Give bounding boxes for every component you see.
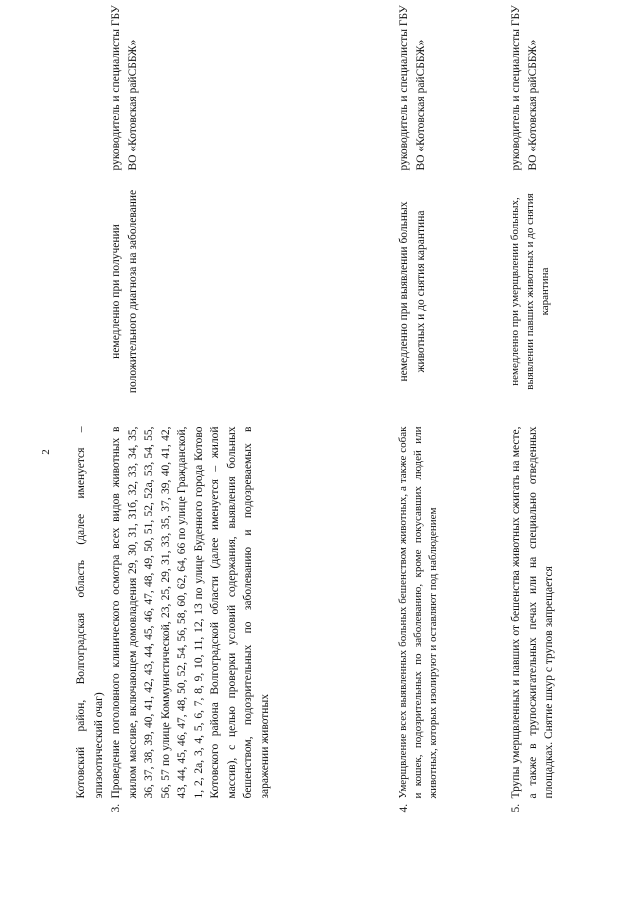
measure-responsible: руководитель и специалисты ГБУ ВО «Котовская райСББЖ» xyxy=(110,5,139,171)
measure-term: немедленно при умерщвлении больных, выявлении павших животных и до снятия карантина xyxy=(509,193,551,390)
intro-text: Котовский район, Волгоградская область (далее именуется – эпизоотический очаг) xyxy=(75,426,105,799)
measure-term: немедленно при выявлении больных животных и до снятия карантина xyxy=(398,201,427,382)
row-number: 3. xyxy=(110,803,122,813)
measure-description: Трупы умерщвленных и павших от бешенства животных сжигать на месте, а также в трупосжигательных печах или на специально отведенных площадках. Снятие шкур с трупов запрещается xyxy=(510,426,555,799)
measure-description: Проведение поголовного клинического осмотра всех видов животных в жилом массиве, включающем домовладения 29, 30, 31, 31б, 32, 33, 34, 35, 36, 37, 38, 39, 40, 41, 42, 43, 44, 45, 46, 47, 48, 49, 50, 51, 52, 52а, 53, 54, 55, 56, 57 по улице Коммунистической, 23, 25, 29, 31, 33, 35, 37, 39, 40, 41, 42, 43, 44, 45, 46, 47, 48, 50, 52, 54, 56, 58, 60, 62, 64, 66 по улице Гражданской, 1, 2, 2а, 3, 4, 5, 6, 7, 8, 9, 10, 11, 12, 13 по улице Буденного города Котово Котовского района Волгоградской области (далее именуется – жилой массив), с целью проверки условий содержания, выявления больных бешенством, подозрительных по заболеванию и подозреваемых в заражении животных xyxy=(110,426,271,799)
measure-responsible: руководитель и специалисты ГБУ ВО «Котовская райСББЖ» xyxy=(398,5,427,171)
page-number: 2 xyxy=(40,449,52,455)
measure-responsible: руководитель и специалисты ГБУ ВО «Котовская райСББЖ» xyxy=(510,5,539,171)
measure-term: немедленно при получении положительного диагноза на заболевание xyxy=(110,189,139,394)
row-number: 4. xyxy=(398,803,410,813)
row-number: 5. xyxy=(510,803,522,813)
measure-description: Умерщвление всех выявленных больных бешенством животных, а также собак и кошек, подозрительных по заболеванию, кроме покусавших людей или животных, которых изолируют и оставляют под наблюдением xyxy=(397,426,439,799)
